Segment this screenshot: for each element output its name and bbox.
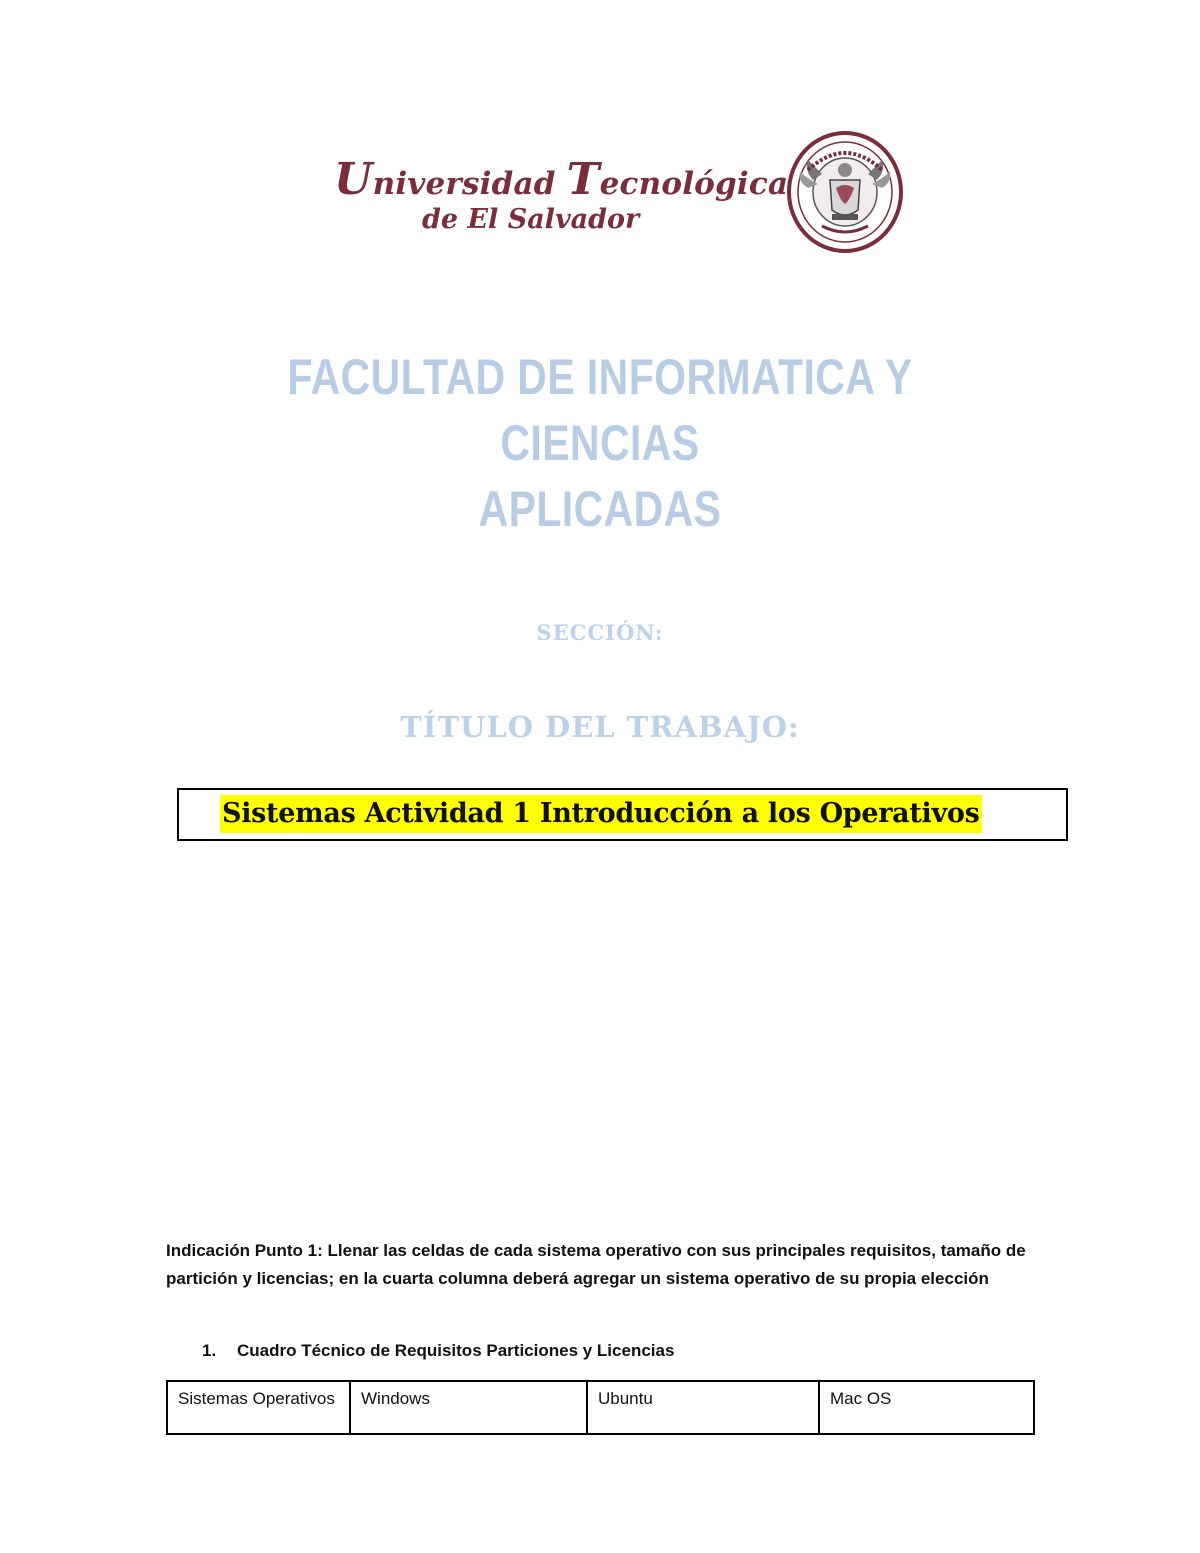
university-logo-text — [334, 154, 789, 235]
work-title-label: TÍTULO DEL TRABAJO: — [400, 710, 800, 744]
section-label: SECCIÓN: — [536, 620, 664, 645]
faculty-heading-line1: FACULTAD DE INFORMATICA Y CIENCIAS — [287, 349, 913, 471]
university-name-line1: Universidad Tecnológica — [334, 154, 789, 205]
list-item-number: 1. — [202, 1341, 217, 1360]
table-header-row — [167, 1381, 1034, 1434]
faculty-heading — [231, 344, 969, 542]
table-header-cell[interactable]: Mac OS — [819, 1381, 1034, 1434]
instruction-paragraph: Indicación Punto 1: Llenar las celdas de cada sistema operativo con sus principales requisitos, tamaño de partición y licencias; en la cuarta columna deberá agregar un sistema operativo de su propia elección — [166, 1241, 1026, 1288]
list-item — [202, 1338, 674, 1364]
os-requirements-table — [166, 1380, 1035, 1435]
activity-title: Sistemas Actividad 1 Introducción a los Operativos — [220, 795, 982, 833]
university-name-line2: de El Salvador — [422, 204, 640, 235]
table-header-cell[interactable]: Windows — [350, 1381, 587, 1434]
title-box — [177, 788, 1068, 841]
table-header-cell[interactable]: Ubuntu — [587, 1381, 819, 1434]
list-item-text: Cuadro Técnico de Requisitos Particiones y Licencias — [237, 1341, 675, 1360]
faculty-heading-line2: APLICADAS — [478, 481, 722, 537]
table-header-cell[interactable]: Sistemas Operativos — [167, 1381, 350, 1434]
university-seal-icon — [786, 130, 904, 254]
